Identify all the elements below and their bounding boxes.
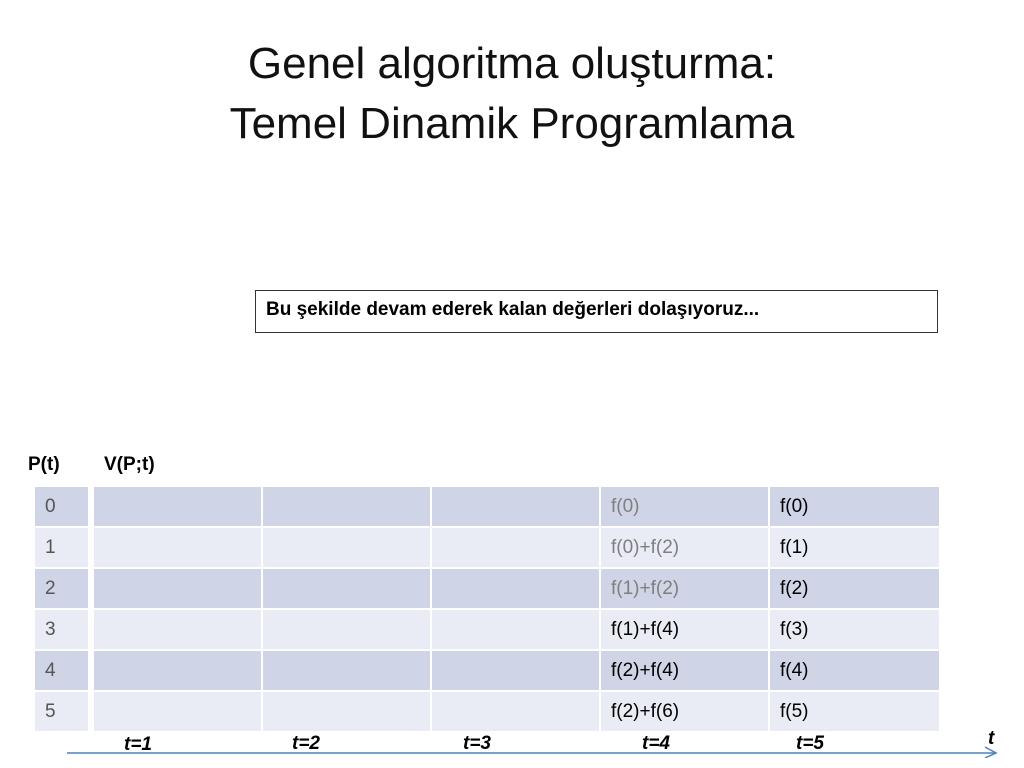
p-cell: 1: [35, 528, 88, 567]
table-cell: [432, 610, 601, 649]
table-cell: [94, 569, 263, 608]
title-line-2: Temel Dinamik Programlama: [229, 99, 795, 148]
table-cell: f(5): [780, 701, 809, 722]
table-cell: [263, 487, 432, 526]
p-cell: 3: [35, 610, 88, 649]
time-axis-label: t: [988, 728, 995, 749]
table-cell: [263, 528, 432, 567]
time-axis-arrow: [67, 744, 999, 758]
table-cell: f(1)+f(4): [601, 610, 770, 649]
table-row: [94, 528, 939, 567]
table-cell: [94, 651, 263, 690]
table-cell: [263, 610, 432, 649]
table-cell: f(3): [780, 619, 809, 640]
p-cell: 4: [35, 651, 88, 690]
table-row: [94, 692, 939, 731]
table-row: [94, 569, 939, 608]
v-header: V(P;t): [104, 454, 155, 475]
p-cell: 5: [35, 692, 88, 731]
p-table: [35, 487, 88, 733]
table-cell: [94, 487, 263, 526]
table-cell: [94, 528, 263, 567]
table-cell: f(0): [601, 487, 770, 526]
value-table: [94, 487, 939, 733]
table-row: [94, 610, 939, 649]
table-cell: [432, 528, 601, 567]
table-cell: [432, 651, 601, 690]
callout-box: Bu şekilde devam ederek kalan değerleri dolaşıyoruz...: [255, 290, 938, 333]
time-label-3: t=3: [463, 733, 491, 754]
slide-title: [0, 34, 1024, 154]
title-line-1: Genel algoritma oluşturma:: [247, 39, 777, 88]
table-cell: f(0)+f(2): [601, 528, 770, 567]
table-cell: f(0): [780, 496, 809, 517]
p-cell: 0: [35, 487, 88, 526]
table-cell: [432, 569, 601, 608]
table-cell: [263, 692, 432, 731]
table-cell: f(2)+f(6): [601, 692, 770, 731]
p-cell: 2: [35, 569, 88, 608]
time-label-5: t=5: [796, 733, 824, 754]
table-cell: [94, 692, 263, 731]
p-header: P(t): [28, 454, 60, 475]
table-cell: f(2)+f(4): [601, 651, 770, 690]
table-cell: [432, 692, 601, 731]
time-label-4: t=4: [642, 733, 670, 754]
table-cell: f(4): [780, 660, 809, 681]
table-cell: [263, 651, 432, 690]
table-row: [94, 651, 939, 690]
table-cell: f(1): [780, 537, 809, 558]
table-cell: [94, 610, 263, 649]
table-cell: [263, 569, 432, 608]
table-row: [94, 487, 939, 526]
table-cell: f(2): [780, 578, 809, 599]
time-label-2: t=2: [292, 733, 320, 754]
time-label-1: t=1: [124, 734, 152, 755]
table-cell: [432, 487, 601, 526]
table-cell: f(1)+f(2): [601, 569, 770, 608]
